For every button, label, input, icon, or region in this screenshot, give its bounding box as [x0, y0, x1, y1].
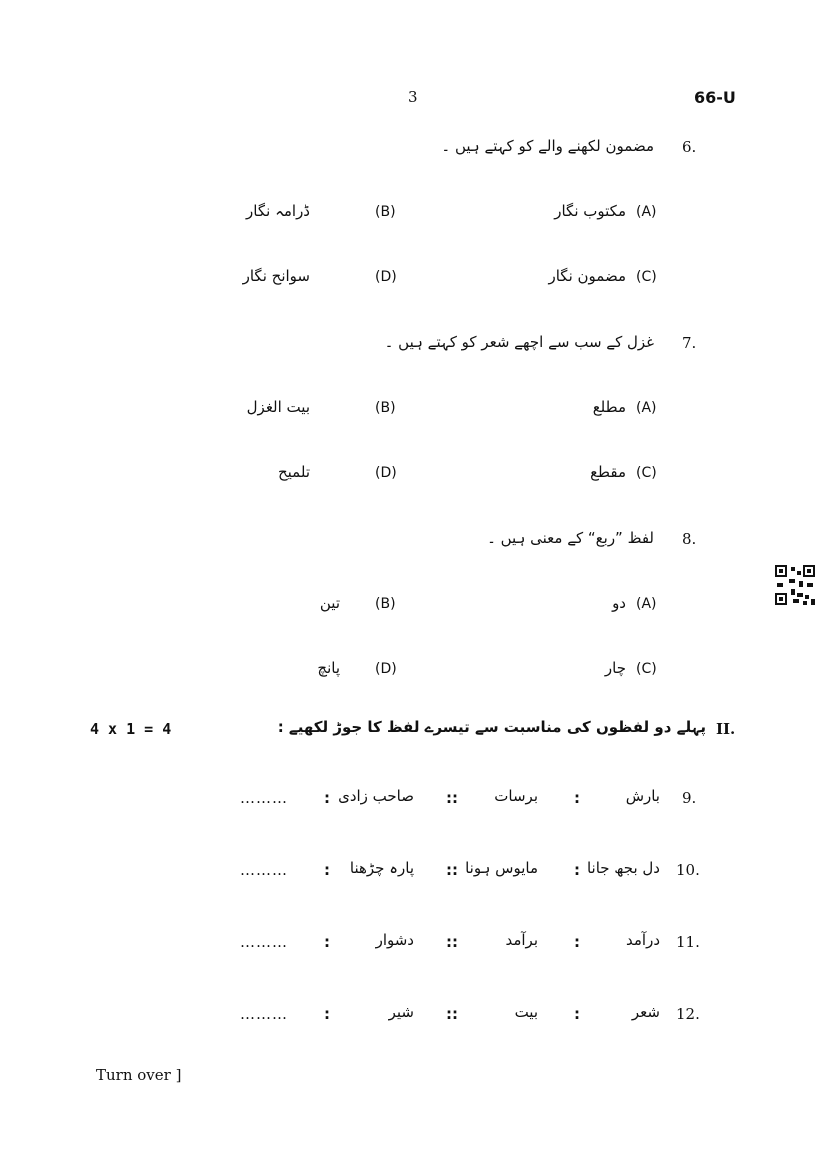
question-6-text: مضمون لکھنے والے کو کہتے ہیں ۔	[441, 137, 654, 155]
q6-option-a-letter: (A)	[636, 204, 657, 220]
q7-option-b-text: بیت الغزل	[246, 398, 310, 416]
q11-colon-1: :	[574, 933, 580, 951]
q9-colon-3: :	[324, 789, 330, 807]
q9-word2: برسات	[494, 787, 538, 805]
q7-option-c-text: مقطع	[590, 463, 626, 481]
q11-word3: دشوار	[375, 931, 414, 949]
q9-colon-1: :	[574, 789, 580, 807]
section-2-instruction: پہلے دو لفظوں کی مناسبت سے تیسرے لفظ کا جوڑ لکھیے :	[277, 718, 706, 736]
q9-word1: بارش	[625, 787, 660, 805]
q6-option-b-text: ڈرامہ نگار	[246, 202, 310, 220]
question-11-number: 11.	[676, 933, 700, 951]
q10-colon-1: :	[574, 861, 580, 879]
q8-option-b-letter: (B)	[375, 596, 396, 612]
q12-answer-blank: ………	[240, 1005, 288, 1023]
q11-word1: درآمد	[626, 931, 660, 949]
q6-option-b-letter: (B)	[375, 204, 396, 220]
q10-word2: مایوس ہونا	[465, 859, 538, 877]
section-2-number: II.	[716, 720, 736, 738]
turn-over-note: Turn over ]	[96, 1066, 182, 1084]
q10-colon-3: :	[324, 861, 330, 879]
q12-colon-2: ::	[446, 1005, 458, 1023]
q9-answer-blank: ………	[240, 789, 288, 807]
q7-option-c-letter: (C)	[636, 465, 657, 481]
q8-option-c-letter: (C)	[636, 661, 657, 677]
q7-option-a-letter: (A)	[636, 400, 657, 416]
q10-answer-blank: ………	[240, 861, 288, 879]
question-8-number: 8.	[682, 530, 697, 548]
page-number: 3	[408, 88, 418, 106]
q6-option-a-text: مکتوب نگار	[554, 202, 626, 220]
question-9-number: 9.	[682, 789, 697, 807]
question-12-number: 12.	[676, 1005, 700, 1023]
q12-word1: شعر	[631, 1003, 660, 1021]
question-10-number: 10.	[676, 861, 700, 879]
q12-word2: بیت	[514, 1003, 538, 1021]
q6-option-c-text: مضمون نگار	[548, 267, 626, 285]
q7-option-d-letter: (D)	[375, 465, 397, 481]
q8-option-b-text: تین	[319, 594, 340, 612]
q8-option-d-letter: (D)	[375, 661, 397, 677]
q11-colon-3: :	[324, 933, 330, 951]
question-7-text: غزل کے سب سے اچھے شعر کو کہتے ہیں ۔	[384, 333, 654, 351]
q11-answer-blank: ………	[240, 933, 288, 951]
q7-option-a-text: مطلع	[592, 398, 626, 416]
q11-colon-2: ::	[446, 933, 458, 951]
q12-colon-3: :	[324, 1005, 330, 1023]
section-2-marks: 4 x 1 = 4	[90, 720, 172, 738]
q7-option-b-letter: (B)	[375, 400, 396, 416]
q8-option-c-text: چار	[604, 659, 626, 677]
q6-option-d-text: سوانح نگار	[242, 267, 310, 285]
question-7-number: 7.	[682, 334, 697, 352]
q11-word2: برآمد	[505, 931, 538, 949]
q12-colon-1: :	[574, 1005, 580, 1023]
question-6-number: 6.	[682, 138, 697, 156]
q12-word3: شیر	[388, 1003, 414, 1021]
q10-colon-2: ::	[446, 861, 458, 879]
qr-code-icon	[775, 565, 815, 605]
q6-option-d-letter: (D)	[375, 269, 397, 285]
q8-option-a-text: دو	[612, 594, 626, 612]
q8-option-d-text: پانچ	[317, 659, 340, 677]
q10-word3: پارہ چڑھنا	[349, 859, 414, 877]
q9-colon-2: ::	[446, 789, 458, 807]
q9-word3: صاحب زادی	[338, 787, 414, 805]
question-8-text: لفظ ”ربع“ کے معنی ہیں ۔	[487, 529, 654, 547]
q6-option-c-letter: (C)	[636, 269, 657, 285]
q7-option-d-text: تلمیح	[277, 463, 310, 481]
q10-word1: دل بجھ جانا	[586, 859, 660, 877]
paper-code: 66-U	[694, 88, 736, 107]
q8-option-a-letter: (A)	[636, 596, 657, 612]
